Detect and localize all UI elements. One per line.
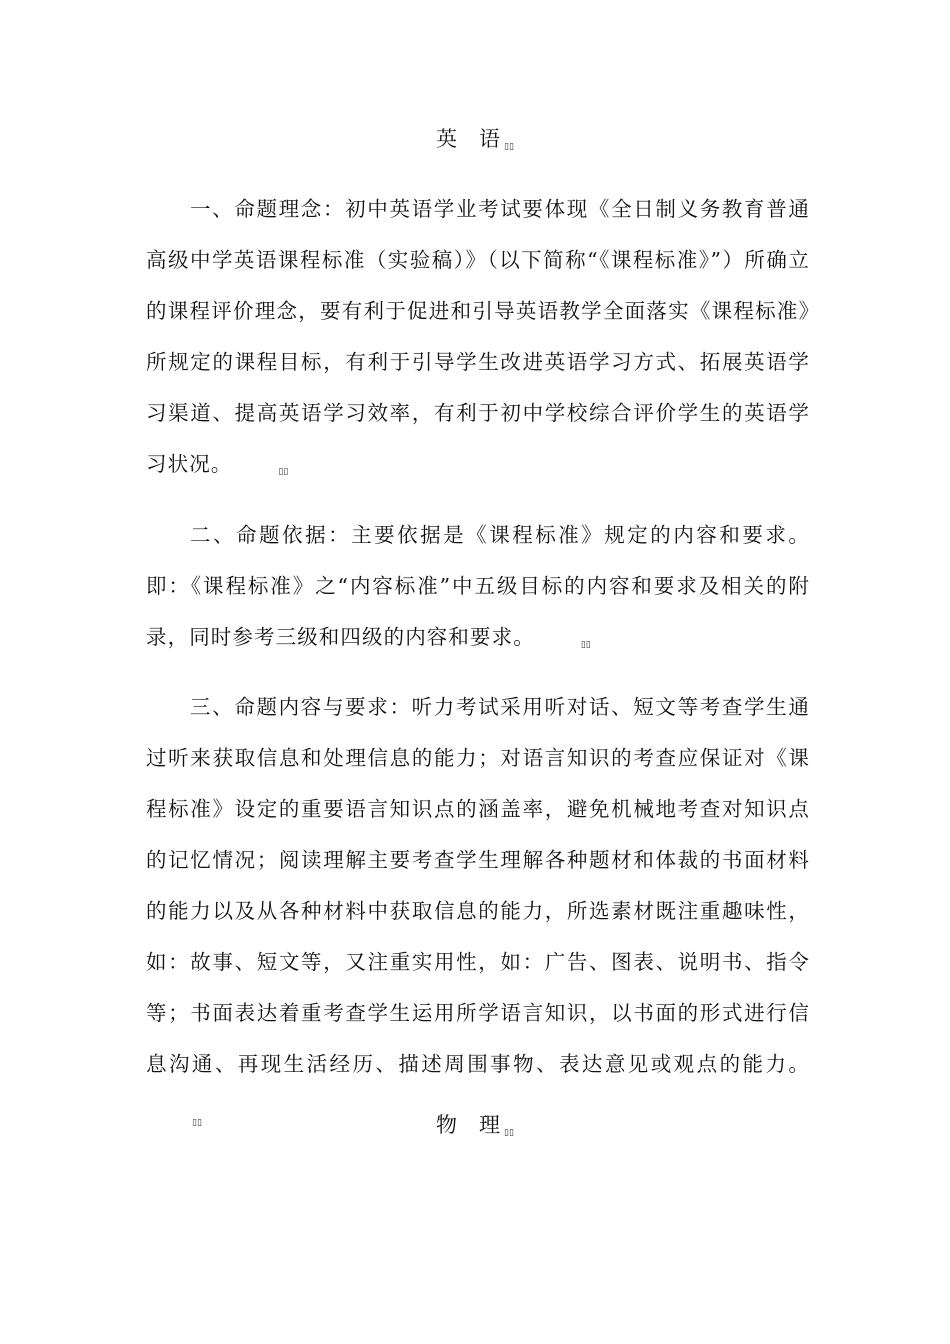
paragraph-mark-icon: ▯▯ [504, 142, 514, 152]
paragraph-text: 二、命题依据：主要依据是《课程标准》规定的内容和要求。即：《课程标准》之“内容标准”中五级目标的内容和要求及相关的附录，同时参考三级和四级的内容和要求。 [146, 523, 810, 649]
heading-english [0, 124, 950, 162]
heading-english-char-2: 语 [479, 127, 503, 151]
paragraph-mark-icon: ▯▯ [580, 640, 591, 650]
paragraph-mark-icon: ▯▯ [192, 1118, 202, 1128]
paragraph-proposition-content [146, 682, 810, 1149]
paragraph-mark-icon: ▯▯ [504, 1128, 514, 1138]
heading-physics-char-2: 理 [479, 1113, 503, 1137]
paragraph-mark-icon: ▯▯ [278, 467, 289, 477]
paragraph-proposition-basis [146, 510, 810, 671]
paragraph-proposition-philosophy [146, 184, 810, 498]
heading-english-char-1: 英 [436, 127, 460, 151]
paragraph-text: 三、命题内容与要求：听力考试采用听对话、短文等考查学生通过听来获取信息和处理信息的能力；对语言知识的考查应保证对《课程标准》设定的重要语言知识点的涵盖率，避免机械地考查对知识点的记忆情况；阅读理解主要考查学生理解各种题材和体裁的书面材料的能力以及从各种材料中获取信息的能力，所选素材既注重趣味性，如：故事、短文等，又注重实用性，如：广告、图表、说明书、指令等；书面表达着重考查学生运用所学语言知识，以书面的形式进行信息沟通、再现生活经历、描述周围事物、表达意见或观点的能力。 [146, 695, 810, 1076]
heading-physics-char-1: 物 [436, 1113, 460, 1137]
paragraph-text: 一、命题理念：初中英语学业考试要体现《全日制义务教育普通高级中学英语课程标准（实验稿）》（以下简称“《课程标准》”）所确立的课程评价理念，要有利于促进和引导英语教学全面落实《课程标准》所规定的课程目标，有利于引导学生改进英语学习方式、拓展英语学习渠道、提高英语学习效率，有利于初中学校综合评价学生的英语学习状况。 [146, 197, 810, 476]
heading-physics [0, 1110, 950, 1148]
